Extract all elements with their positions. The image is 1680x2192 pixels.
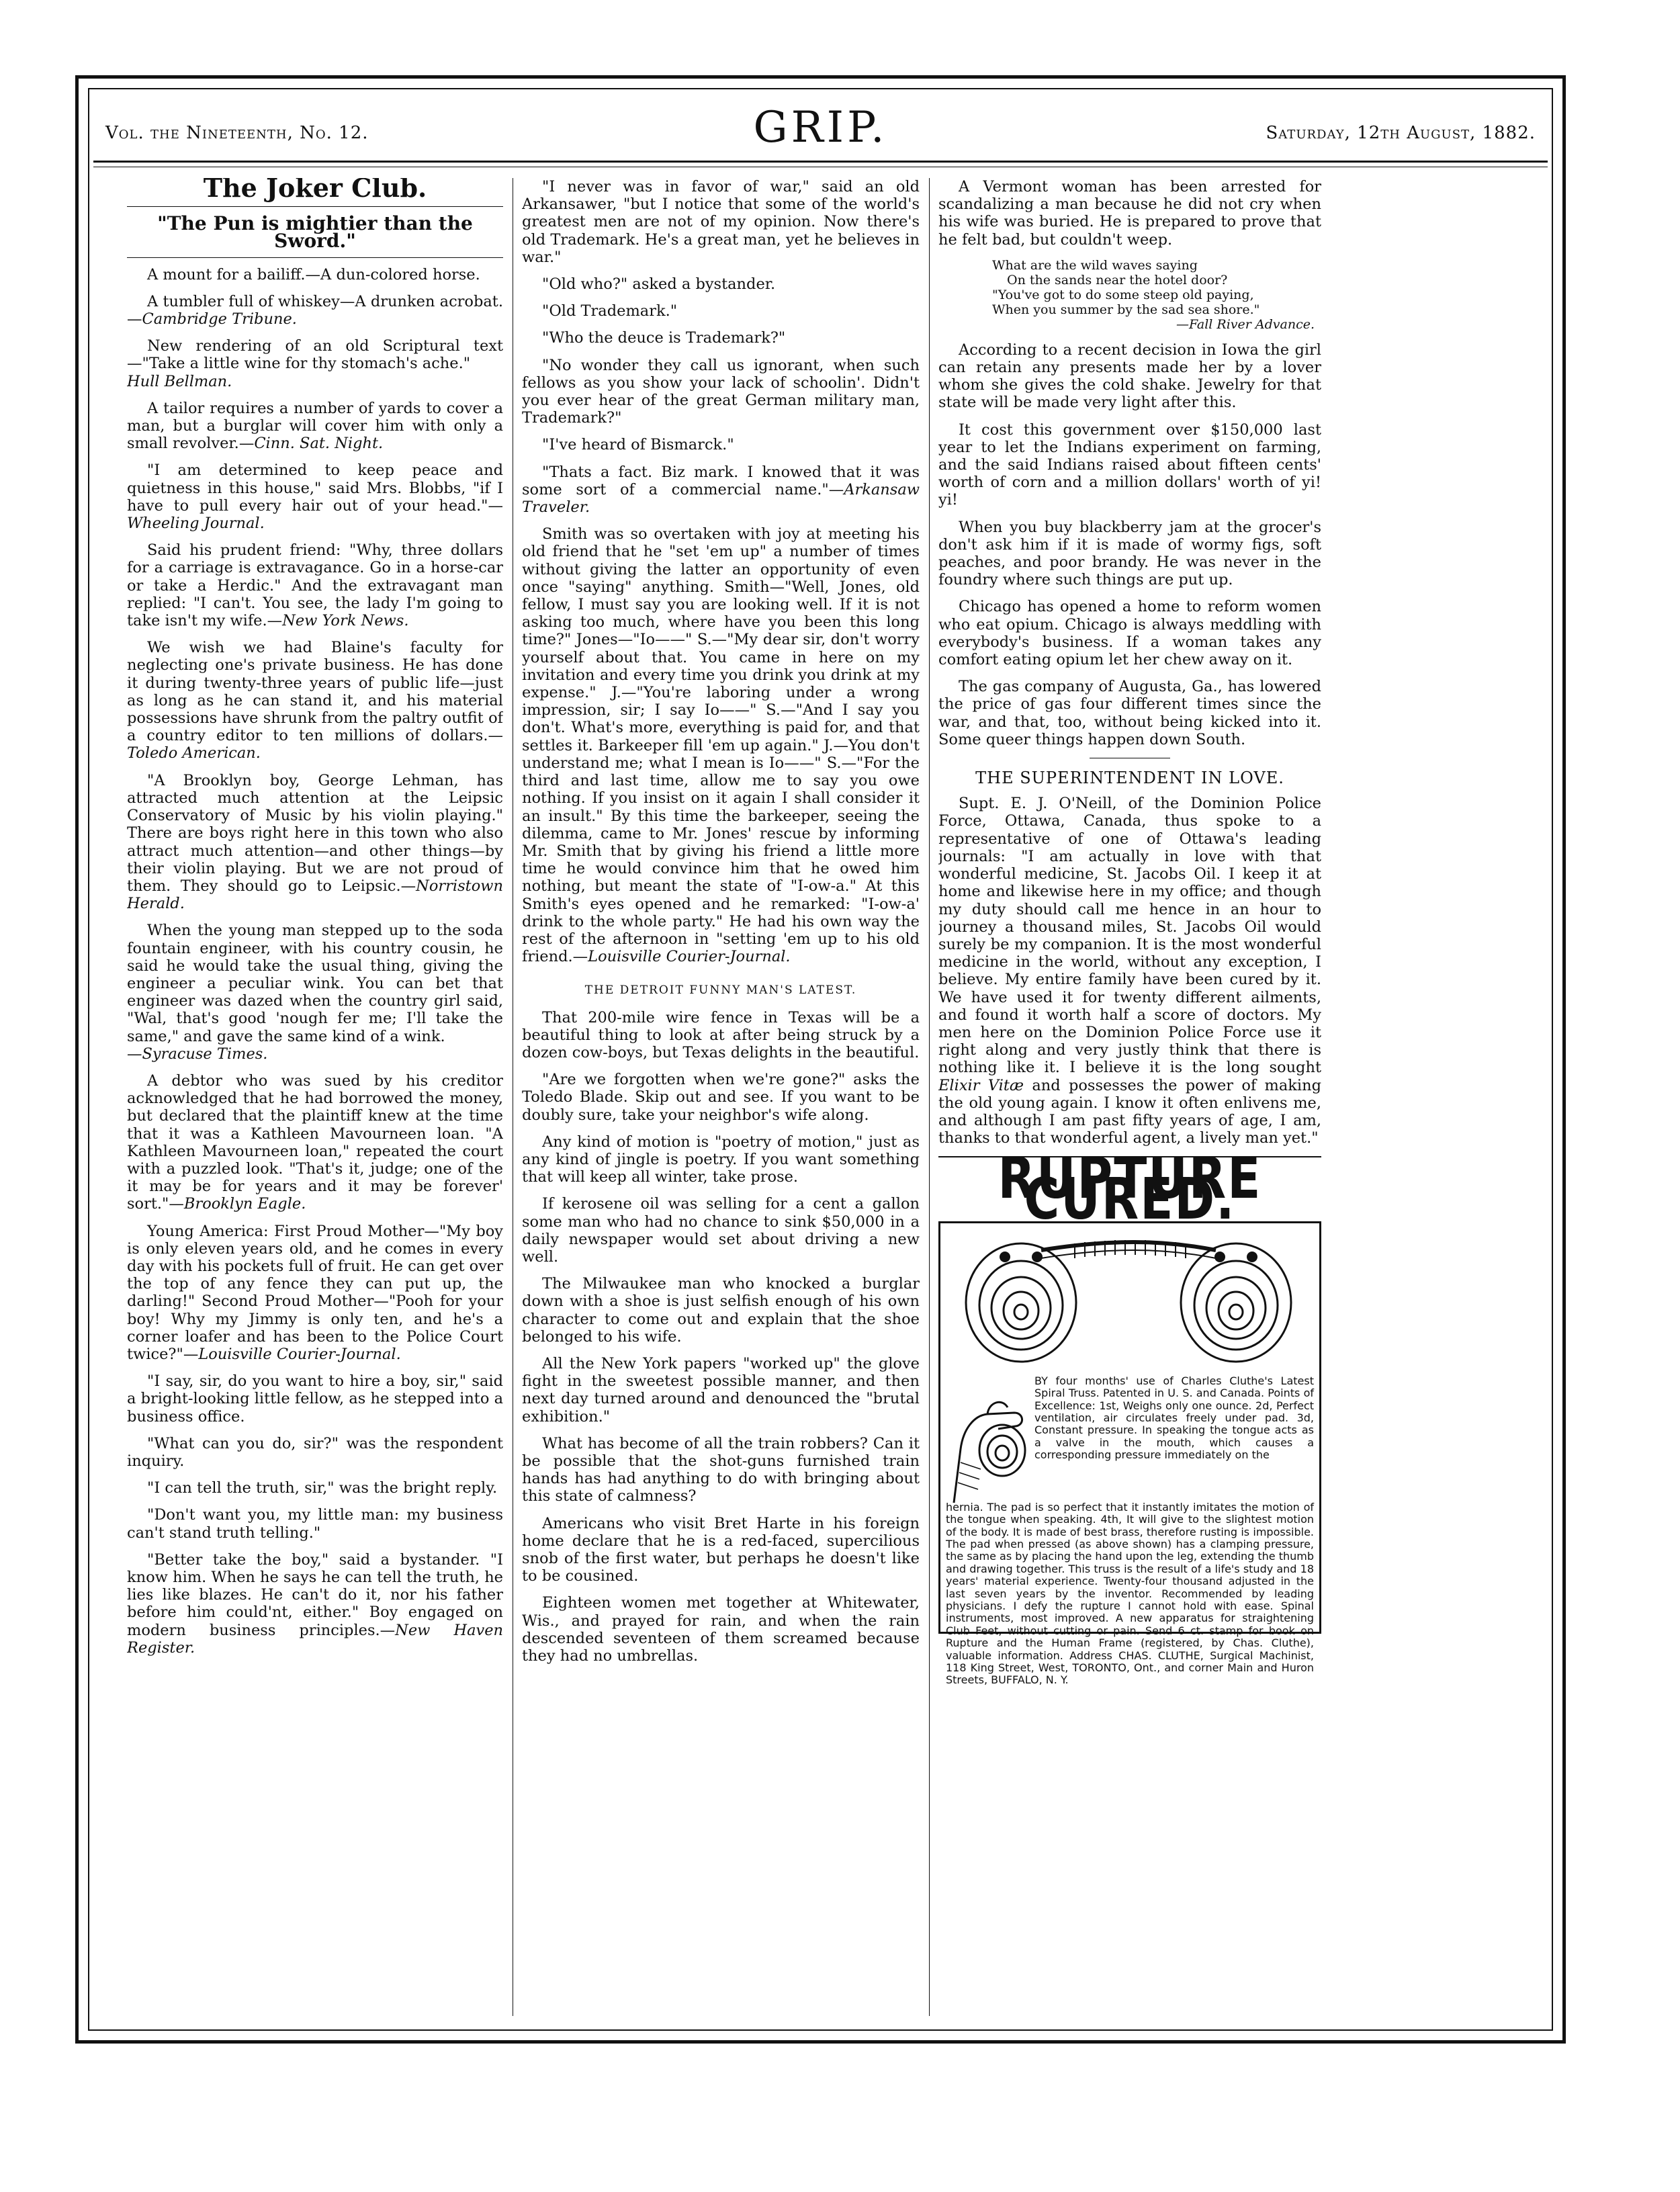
section-title: The Joker Club.	[203, 178, 427, 203]
column-3	[938, 178, 1321, 2016]
poem-line: What are the wild waves saying	[992, 257, 1198, 273]
source-credit: Louisville Courier-Journal.	[588, 948, 791, 966]
paragraph: Eighteen women met together at Whitewater, Wis., and prayed for rain, and when the rain descended seventeen of them screamed because they had no umbrellas.	[522, 1594, 920, 1665]
paragraph: All the New York papers "worked up" the glove fight in the sweetest possible manner, and then next day turned around and denounced the "brutal exhibition."	[522, 1354, 920, 1426]
source-credit: New York News.	[282, 612, 409, 630]
source-credit: Toledo American.	[127, 744, 261, 762]
issue-date: Saturday, 12th August, 1882.	[1266, 123, 1536, 143]
source-credit: Cinn. Sat. Night.	[254, 435, 384, 453]
column-2	[522, 178, 920, 2016]
source-credit: Wheeling Journal.	[127, 515, 265, 533]
paragraph: "Thats a fact. Biz mark. I knowed that it was some sort of a commercial name."—Arkansaw Traveler.	[522, 463, 920, 517]
paragraph: Any kind of motion is "poetry of motion," just as any kind of jingle is poetry. If you want something that will keep all winter, take prose.	[522, 1133, 920, 1186]
paragraph: When the young man stepped up to the soda fountain engineer, with his country cousin, he said he would take the usual thing, giving the engineer a peculiar wink. You can bet that engineer was dazed when the country girl said, "Wal, that's good 'nough fer me; I'll take the same," and gave the same kind of a wink. —Syracuse Times.	[127, 922, 503, 1063]
source-credit: Louisville Courier-Journal.	[198, 1345, 401, 1363]
paragraph: Smith was so overtaken with joy at meeting his old friend that he "set 'em up" a number of times without giving the latter an opportunity of even once "saying" anything. Smith—"Well, Jones, old fellow, I must say you are looking well. If it is not asking too much, where have you been this long time?" Jones—"Io——" S.—"My dear sir, don't worry yourself about that. You came in here on my invitation and every time you drink you drink at my expense." J.—"You're laboring under a wrong impression, sir; I say Io——" S.—"And I say you don't. What's more, everything is paid for, and that settles it. Barkeeper fill 'em up again." J.—You don't understand me; what I mean is Io——" S.—"For the third and last time, allow me to say you owe nothing. If you insist on it again I shall consider it an insult." By this time the barkeeper, seeing the dilemma, came to Mr. Jones' rescue by informing Mr. Smith that by giving his friend a little more time he would convince him that he owed him nothing, but meant the state of "I-ow-a." At this Smith's eyes opened and he remarked: "I-ow-a' drink to the whole party." He had his own way the rest of the afternoon in "setting 'em up to his old friend.—Louisville Courier-Journal.	[522, 525, 920, 966]
volume-info: Vol. the Nineteenth, No. 12.	[105, 123, 369, 143]
paragraph: A Vermont woman has been arrested for scandalizing a man because he did not cry when his wife was buried. He is prepared to prove that he felt bad, but couldn't weep.	[938, 178, 1321, 249]
source-credit: Hull Bellman.	[127, 372, 232, 390]
source-credit: —Syracuse Times.	[127, 1045, 268, 1063]
paragraph: "Better take the boy," said a bystander. "I know him. When he says he can tell the truth, he lies like blazes. He can't do it, nor his father before him could'nt, either." Boy engaged on modern business principles.—New Haven Register.	[127, 1550, 503, 1657]
masthead	[105, 103, 1536, 151]
paragraph: "I've heard of Bismarck."	[542, 436, 734, 454]
masthead-rule	[93, 161, 1548, 163]
ad-box	[938, 1221, 1321, 1687]
paragraph: A tumbler full of whiskey—A drunken acrobat.—Cambridge Tribune.	[127, 292, 503, 328]
paragraph: "Don't want you, my little man: my business can't stand truth telling."	[127, 1506, 503, 1542]
paragraph: "I am determined to keep peace and quietness in this house," said Mrs. Blobbs, "if I have to pull every hair out of your head."—Wheeling Journal.	[127, 462, 503, 533]
paragraph: "Old Trademark."	[542, 302, 678, 320]
paragraph: "Who the deuce is Trademark?"	[542, 329, 786, 347]
column-divider	[929, 178, 930, 2016]
paragraph: We wish we had Blaine's faculty for neglecting one's private business. He has done it during twenty-three years of public life—just as long as he can stand it, and his material possessions have shrunk from the paltry outfit of a country editor to ten millions of dollars.—Toledo American.	[127, 639, 503, 762]
poem-line: "You've got to do some steep old paying,	[992, 287, 1254, 302]
paragraph: If kerosene oil was selling for a cent a gallon some man who had no chance to sink $50,000 in a daily newspaper would set about driving a new well.	[522, 1195, 920, 1266]
paragraph: "What can you do, sir?" was the respondent inquiry.	[127, 1434, 503, 1470]
poem	[992, 258, 1321, 332]
source-credit: Cambridge Tribune.	[142, 310, 297, 328]
paragraph: "Are we forgotten when we're gone?" asks the Toledo Blade. Skip out and see. If you want to be doubly sure, take your neighbor's wife along.	[522, 1071, 920, 1124]
paragraph: Supt. E. J. O'Neill, of the Dominion Police Force, Ottawa, Canada, thus spoke to a representative of one of Ottawa's leading journals: "I am actually in love with that wonderful medicine, St. Jacobs Oil. I keep it at home and likewise here in my office; and though my duty should call me hence in an hour to journey a thousand miles, St. Jacobs Oil would surely be my companion. It is the most wonderful medicine in the world, without any exception, I believe. My entire family have been cured by it. We have used it for twenty different ailments, and found it worth half a score of doctors. My men here on the Dominion Police Force use it right along and very justly think that there is nothing like it. I believe it is the long sought Elixir Vitæ and possesses the power of making the old young again. I know it often enlivens me, and although I am past fifty years of age, I am, thanks to that wonderful agent, a lively man yet."	[938, 795, 1321, 1147]
subheading: THE DETROIT FUNNY MAN'S LATEST.	[584, 983, 857, 998]
section-motto: "The Pun is mightier than the Sword."	[157, 212, 473, 253]
newspaper-title: GRIP.	[753, 103, 888, 152]
source-credit: New Haven Register.	[127, 1621, 503, 1657]
paragraph: "Old who?" asked a bystander.	[542, 275, 776, 294]
paragraph: What has become of all the train robbers? Can it be possible that the shot-guns furnished train hands has had anything to do with bringing about this state of calmness?	[522, 1434, 920, 1505]
paragraph: Chicago has opened a home to reform women who eat opium. Chicago is always meddling with everybody's business. If a woman takes any comfort eating opium let her chew away on it.	[938, 598, 1321, 669]
ad-headline: RUPTURE CURED.	[998, 1145, 1262, 1233]
hand-illustration-icon	[940, 1375, 1034, 1509]
paragraph: "No wonder they call us ignorant, when such fellows as you show your lack of schoolin'. Didn't you ever hear of the great German military man, Trademark?"	[522, 356, 920, 427]
page-border	[75, 75, 1566, 2044]
paragraph: Young America: First Proud Mother—"My boy is only eleven years old, and he comes in every day with his pockets full of fruit. He can get over the top of any fence they can put up, the darling!" Second Proud Mother—"Pooh for your boy! Why my Jimmy is only ten, and he's a corner loafer and has been to the Police Court twice?"—Louisville Courier-Journal.	[127, 1222, 503, 1363]
paragraph: That 200-mile wire fence in Texas will be a beautiful thing to look at after being struck by a dozen cow-boys, but Texas delights in the beautiful.	[522, 1008, 920, 1061]
paragraph: The Milwaukee man who knocked a burglar down with a shoe is just selfish enough of his own character to come out and explain that the shoe belonged to his wife.	[522, 1275, 920, 1346]
paragraph: The gas company of Augusta, Ga., has lowered the price of gas four different times since the war, and that, too, without being kicked into it. Some queer things happen down South.	[938, 678, 1321, 748]
paragraph: Americans who visit Bret Harte in his foreign home declare that he is a red-faced, supercilious snob of the first water, but perhaps he doesn't like to be cousined.	[522, 1514, 920, 1585]
poem-line: On the sands near the hotel door?	[1007, 272, 1228, 288]
ad-body-text-continued: hernia. The pad is so perfect that it instantly imitates the motion of the tongue when speaking. 4th, It will give to the slightest motion of the body. It is made of best brass, therefore rusting is impossible. The pad when pressed (as above shown) has a clamping pressure, the same as by placing the hand upon the leg, extending the thumb and drawing together. This truss is the result of a life's study and 18 years' material experience. Twenty-four thousand adjusted in the last seven years by the inventor. Recommended by leading physicians. I defy the rupture I cannot hold with ease. Spinal instruments, most improved. A new apparatus for straightening Club Feet, without cutting or pain. Send 6 ct. stamp for book on Rupture and the Human Frame (registered, by Chas. Cluthe), valuable information. Address CHAS. CLUTHE, Surgical Machinist, 118 King Street, West, TORONTO, Ont., and corner Main and Huron Streets, BUFFALO, N. Y.	[946, 1500, 1314, 1687]
divider	[127, 257, 503, 258]
paragraph: According to a recent decision in Iowa the girl can retain any presents made her by a lover whom she gives the cold shake. Jewelry for that state will be made very light after this.	[938, 341, 1321, 412]
advertisement	[938, 1145, 1321, 1687]
paragraph: A debtor who was sued by his creditor acknowledged that he had borrowed the money, but declared that the plaintiff knew at the time that it was a Kathleen Mavourneen loan. "A Kathleen Mavourneen loan," repeated the court with a puzzled look. "That's it, judge; one of the it may be for years and it may be forever' sort."—Brooklyn Eagle.	[127, 1071, 503, 1213]
paragraph: "I never was in favor of war," said an old Arkansawer, "but I notice that some of the world's greatest men are not of my opinion. Now there's old Trademark. He's a great man, yet he believes in war."	[522, 178, 920, 266]
paragraph: A tailor requires a number of yards to cover a man, but a burglar will cover him with only a small revolver.—Cinn. Sat. Night.	[127, 399, 503, 453]
paragraph: When you buy blackberry jam at the grocer's don't ask him if it is made of wormy figs, soft peaches, and poor brandy. He was never in the foundry where such things are put up.	[938, 518, 1321, 589]
article-headline: THE SUPERINTENDENT IN LOVE.	[975, 769, 1284, 788]
column-1	[127, 178, 503, 2016]
poem-line: When you summer by the sad sea shore."	[992, 302, 1260, 317]
paragraph: Said his prudent friend: "Why, three dollars for a carriage is extravagance. Go in a horse-car or take a Herdic." And the extravagant man replied: "I can't. You see, the lady I'm going to take isn't my wife.—New York News.	[127, 541, 503, 630]
paragraph: A mount for a bailiff.—A dun-colored horse.	[147, 265, 480, 283]
paragraph: "I can tell the truth, sir," was the bright reply.	[147, 1479, 498, 1497]
source-credit: Norristown Herald.	[127, 877, 503, 913]
source-credit: Arkansaw Traveler.	[522, 480, 920, 517]
ad-body-text: BY four months' use of Charles Cluthe's Latest Spiral Truss. Patented in U. S. and Canada. Points of Excellence: 1st, Weighs only one ounce. 2d, Perfect ventilation, air circulates freely under pad. 3d, Constant pressure. In speaking the tongue acts as a valve in the mouth, which causes a corresponding pressure immediately on the	[1034, 1374, 1314, 1462]
paragraph: "A Brooklyn boy, George Lehman, has attracted much attention at the Leipsic Conservatory of Music by his violin playing." There are boys right here in this town who also attract much attention—and other things—by their violin playing. But we are not proud of them. They should go to Leipsic.—Norristown Herald.	[127, 771, 503, 913]
paragraph: New rendering of an old Scriptural text—"Take a little wine for thy stomach's ache." Hull Bellman.	[127, 337, 503, 390]
paragraph: It cost this government over $150,000 last year to let the Indians experiment on farming, and the said Indians raised about fifteen cents' worth of corn and a million dollars' worth of yi! yi!	[938, 421, 1321, 509]
source-credit: Brooklyn Eagle.	[183, 1195, 306, 1213]
paragraph: "I say, sir, do you want to hire a boy, sir," said a bright-looking little fellow, as he stepped into a business office.	[127, 1372, 503, 1426]
truss-illustration-icon	[940, 1223, 1319, 1371]
source-credit: —Fall River Advance.	[1176, 316, 1315, 332]
divider	[127, 206, 503, 207]
